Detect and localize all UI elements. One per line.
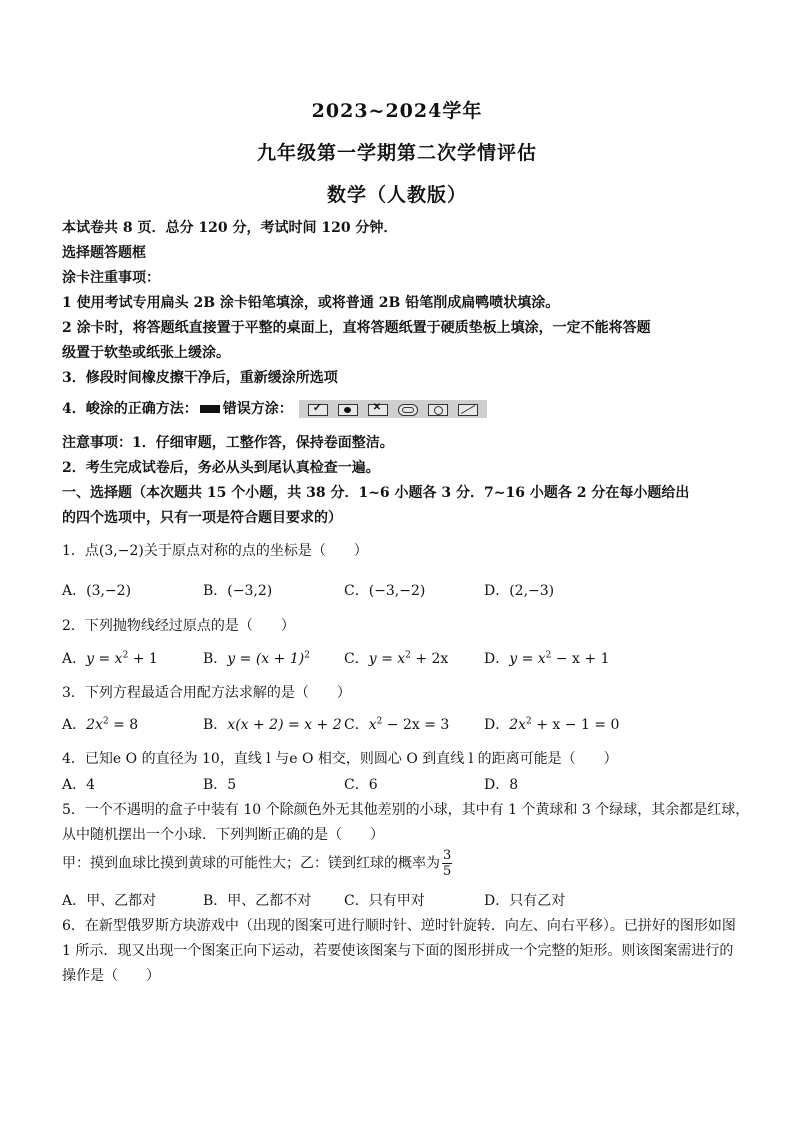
option-letter: C． xyxy=(344,651,369,667)
q4-option-d: D．8 xyxy=(484,777,519,793)
exponent: 2 xyxy=(545,650,552,661)
intro-line-5: 2 涂卡时，将答题纸直接置于平整的桌面上，直将答题纸置于硬质垫板上填涂，一定不能将答题 xyxy=(62,320,651,336)
q1-option-c: C．(−3,−2) xyxy=(344,583,426,599)
slash-mark-icon xyxy=(458,404,478,416)
cross-mark-icon xyxy=(368,404,388,416)
q1-option-a: A．(3,−2) xyxy=(62,583,132,599)
option-tail: = 8 xyxy=(108,717,139,733)
q2-option-d xyxy=(484,648,609,668)
fraction-numerator: 3 xyxy=(443,848,452,863)
option-tail: − x + 1 xyxy=(551,651,610,667)
option-letter: B． xyxy=(203,717,228,733)
exponent: 2 xyxy=(304,650,310,661)
wrong-fill-samples xyxy=(299,400,487,418)
notice-line-2: 2．考生完成试卷后，务必从头到尾认真检查一遍。 xyxy=(62,460,380,476)
option-letter: C． xyxy=(344,717,369,733)
exam-subject: 数学（人教版） xyxy=(326,184,467,206)
q3-stem: 3．下列方程最适合用配方法求解的是（ ） xyxy=(62,685,351,701)
q6-stem-1: 6．在新型俄罗斯方块游戏中（出现的图案可进行顺时针、逆时针旋转．向左、向右平移）。已拼好的图形如图 xyxy=(62,918,736,934)
q3-option-d xyxy=(484,714,619,734)
q5-option-d: D．只有乙对 xyxy=(484,893,566,909)
fraction xyxy=(442,848,452,879)
option-letter: D． xyxy=(484,651,510,667)
q2-stem: 2．下列抛物线经过原点的是（ ） xyxy=(62,618,295,634)
wrong-method-label: 错误方涂： xyxy=(222,401,293,417)
section-heading-2: 的四个选项中，只有一项是符合题目要求的） xyxy=(62,510,342,526)
q5-stem-1: 5．一个不遇明的盒子中装有 10 个除颜色外无其他差别的小球，其中有 1 个黄球和 3 个绿球，其余都是红球， xyxy=(62,802,750,818)
intro-line-8 xyxy=(62,398,487,418)
exam-year: 2023~2024学年 xyxy=(311,100,483,122)
option-expr: 2x xyxy=(509,717,527,733)
exponent: 2 xyxy=(102,716,109,727)
q2-option-b xyxy=(203,648,310,668)
q5-option-c: C．只有甲对 xyxy=(344,893,425,909)
intro-line-7: 3．修段时间橡皮擦干净后，重新缓涂所选项 xyxy=(62,370,338,386)
q4-stem: 4．已知e O 的直径为 10，直线 l 与e O 相交，则圆心 O 到直线 l 的距离可能是（ ） xyxy=(62,751,618,767)
q5-stem-3 xyxy=(62,848,452,879)
option-letter: D． xyxy=(484,717,510,733)
q3-option-a xyxy=(62,714,138,734)
option-letter: A． xyxy=(62,651,87,667)
oval-mark-icon xyxy=(398,404,418,416)
exponent: 2 xyxy=(376,716,383,727)
option-expr: 2x xyxy=(86,717,103,733)
notice-line-1: 注意事项：1．仔细审题，工整作答，保持卷面整洁。 xyxy=(62,435,394,451)
fraction-denominator: 5 xyxy=(443,864,452,879)
q2-option-c xyxy=(344,648,448,668)
q5-option-a: A．甲、乙都对 xyxy=(62,893,157,909)
intro-line-1: 本试卷共 8 页．总分 120 分，考试时间 120 分钟． xyxy=(62,220,398,236)
intro-line-2: 选择题答题框 xyxy=(62,245,146,261)
section-heading-1: 一、选择题（本次题共 15 个小题，共 38 分．1~6 小题各 3 分．7~16 小题各 2 分在每小题给出 xyxy=(62,485,690,501)
dot-mark-icon xyxy=(338,404,358,416)
option-tail: + 2x xyxy=(410,651,449,667)
option-expr: y = (x + 1) xyxy=(227,651,305,667)
q6-stem-3: 操作是（ ） xyxy=(62,968,160,984)
option-tail: − 2x = 3 xyxy=(382,717,450,733)
exponent: 2 xyxy=(526,716,532,727)
q2-option-a xyxy=(62,648,158,668)
exponent: 2 xyxy=(122,650,129,661)
q1-option-b: B．(−3,2) xyxy=(203,583,273,599)
option-letter: B． xyxy=(203,651,228,667)
option-tail: + 1 xyxy=(128,651,158,667)
q5-option-b: B．甲、乙都不对 xyxy=(203,893,312,909)
correct-method-label: 4．峻涂的正确方法： xyxy=(62,401,198,417)
q4-option-b: B．5 xyxy=(203,777,237,793)
q5-stem-2: 从中随机摆出一个小球．下列判断正确的是（ ） xyxy=(62,827,384,843)
option-expr: y = x xyxy=(509,651,546,667)
exponent: 2 xyxy=(405,650,411,661)
intro-line-4: 1 使用考试专用扁头 2B 涂卡铅笔填涂，或将普通 2B 铅笔削成扁鸭喷状填涂。 xyxy=(62,295,560,311)
q4-option-c: C．6 xyxy=(344,777,378,793)
q3-option-b xyxy=(203,714,342,734)
option-expr: y = x xyxy=(86,651,123,667)
correct-fill-sample xyxy=(200,405,220,413)
exam-title: 九年级第一学期第二次学情评估 xyxy=(256,142,537,164)
option-expr: y = x xyxy=(368,651,406,667)
intro-line-6: 级置于软垫或纸张上缓涂。 xyxy=(62,345,230,361)
circle-mark-icon xyxy=(428,404,448,416)
q4-option-a: A．4 xyxy=(62,777,96,793)
intro-line-3: 涂卡注重事项： xyxy=(62,270,160,286)
option-expr: x xyxy=(368,717,377,733)
q5-statement: 甲：摸到血球比摸到黄球的可能性大；乙：镁到红球的概率为 xyxy=(62,855,440,872)
option-letter: A． xyxy=(62,717,87,733)
option-expr: x(x + 2) = x + 2 xyxy=(227,717,342,733)
q3-option-c xyxy=(344,714,449,734)
q1-option-d: D．(2,−3) xyxy=(484,583,555,599)
q6-stem-2: 1 所示．现又出现一个图案正向下运动，若要使该图案与下面的图形拼成一个完整的矩形。则该图案需进行的 xyxy=(62,943,734,959)
q1-stem: 1．点(3,−2)关于原点对称的点的坐标是（ ） xyxy=(62,543,368,559)
option-tail: + x − 1 = 0 xyxy=(531,717,620,733)
check-mark-icon xyxy=(308,404,328,416)
